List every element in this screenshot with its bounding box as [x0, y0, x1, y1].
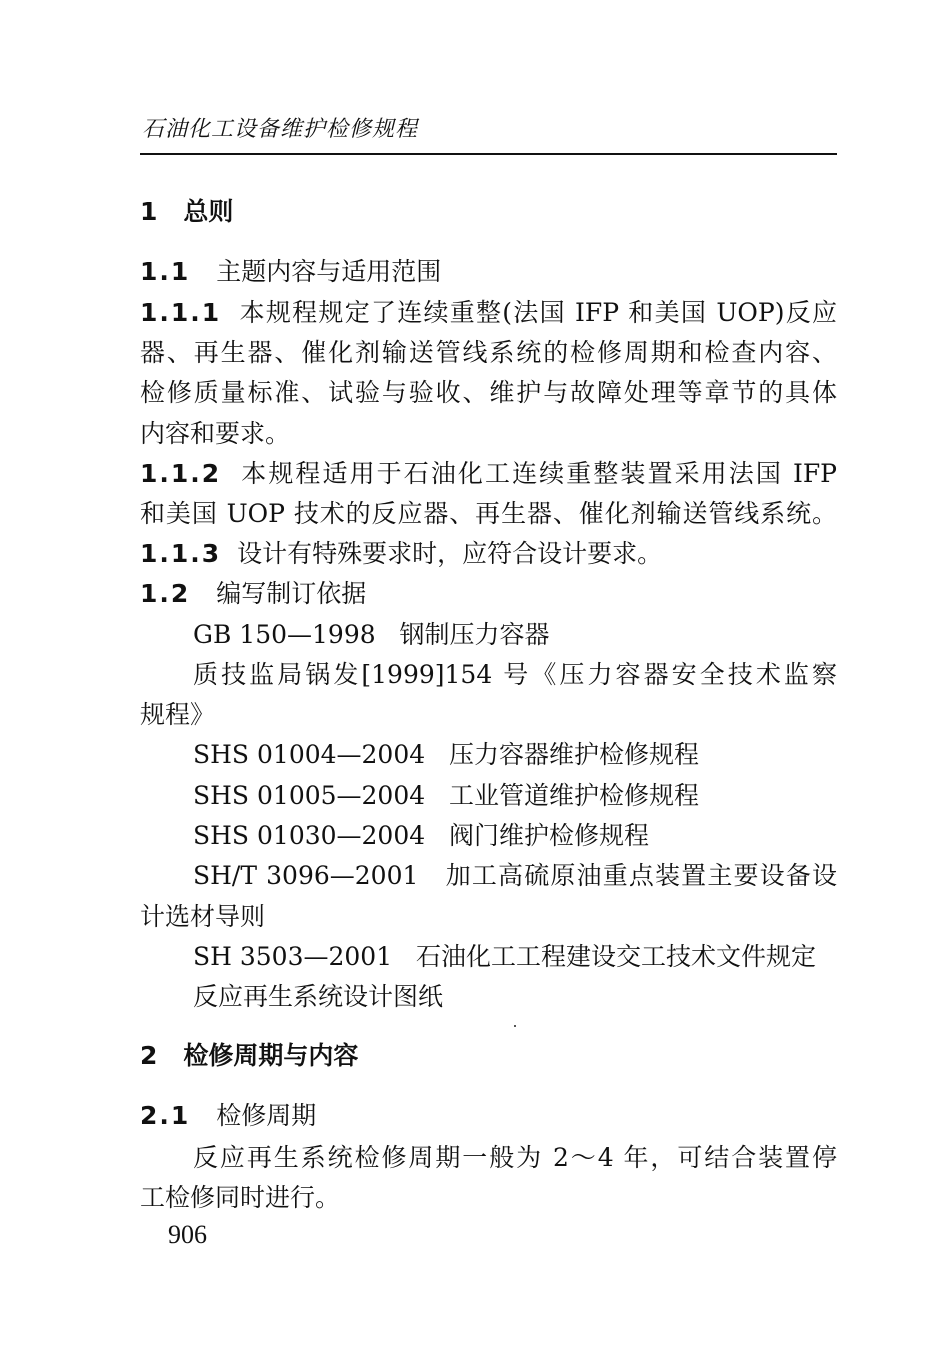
clause-number: 1.2 [140, 579, 191, 608]
reference-code: SHS 01005—2004 [193, 781, 426, 810]
clause-number: 1.1 [140, 257, 191, 286]
clause-text: 本规程规定了连续重整(法国 IFP 和美国 UOP)反应 [239, 298, 837, 327]
running-title: 石油化工设备维护检修规程 [142, 117, 419, 142]
reference-item [193, 937, 816, 977]
reference-item [193, 615, 550, 655]
section-number: 2 [140, 1041, 158, 1070]
reference-title: 阀门维护检修规程 [449, 821, 650, 850]
reference-item [193, 735, 699, 775]
clause-number: 2.1 [140, 1101, 191, 1130]
reference-item: 反应再生系统设计图纸 [193, 982, 444, 1011]
reference-item: 质技监局锅发[1999]154 号《压力容器安全技术监察 [193, 660, 837, 689]
header-rule [140, 153, 837, 155]
section-title: 检修周期与内容 [183, 1041, 359, 1070]
subsection-2-1-heading [140, 1096, 316, 1136]
reference-title: 钢制压力容器 [399, 620, 550, 649]
reference-item [193, 856, 837, 896]
clause-1-1-2-line-2: 和美国 UOP 技术的反应器、再生器、催化剂输送管线系统。 [140, 499, 837, 528]
reference-title: 加工高硫原油重点装置主要设备设 [445, 861, 837, 890]
clause-1-1-3 [140, 534, 662, 574]
clause-1-1-1-line-2: 器、再生器、催化剂输送管线系统的检修周期和检查内容、 [140, 338, 837, 367]
clause-title: 检修周期 [216, 1101, 317, 1130]
clause-number: 1.1.2 [140, 459, 222, 488]
reference-title: 压力容器维护检修规程 [449, 740, 700, 769]
subsection-1-1-heading [140, 252, 441, 292]
section-title: 总则 [183, 197, 234, 226]
reference-item [193, 776, 699, 816]
clause-1-1-2-line-1 [140, 454, 837, 494]
clause-1-1-1-line-4: 内容和要求。 [140, 419, 291, 448]
clause-2-1-text-line-2: 工检修同时进行。 [140, 1183, 341, 1212]
clause-1-1-1-line-3: 检修质量标准、试验与验收、维护与故障处理等章节的具体 [140, 378, 837, 407]
reference-title: 石油化工工程建设交工技术文件规定 [415, 942, 816, 971]
clause-1-1-1-line-1 [140, 293, 837, 333]
clause-text: 本规程适用于石油化工连续重整装置采用法国 IFP [241, 459, 837, 488]
clause-number: 1.1.1 [140, 298, 222, 327]
clause-2-1-text-line-1: 反应再生系统检修周期一般为 2～4 年，可结合装置停 [193, 1143, 837, 1172]
clause-text: 设计有特殊要求时，应符合设计要求。 [237, 539, 663, 568]
reference-item [193, 816, 649, 856]
reference-item-continuation: 计选材导则 [140, 902, 266, 931]
reference-code: SH 3503—2001 [193, 942, 393, 971]
scan-speck [514, 1025, 516, 1027]
reference-title: 工业管道维护检修规程 [449, 781, 700, 810]
reference-code: SHS 01030—2004 [193, 821, 426, 850]
section-number: 1 [140, 197, 158, 226]
reference-code: SH/T 3096—2001 [193, 861, 419, 890]
section-2-heading [140, 1036, 358, 1076]
page-number: 906 [168, 1220, 207, 1249]
reference-item-continuation: 规程》 [140, 700, 216, 729]
clause-title: 主题内容与适用范围 [216, 257, 442, 286]
section-1-heading [140, 192, 233, 232]
reference-code: SHS 01004—2004 [193, 740, 426, 769]
clause-number: 1.1.3 [140, 539, 222, 568]
clause-title: 编写制订依据 [216, 579, 367, 608]
subsection-1-2-heading [140, 574, 366, 614]
reference-code: GB 150—1998 [193, 620, 376, 649]
